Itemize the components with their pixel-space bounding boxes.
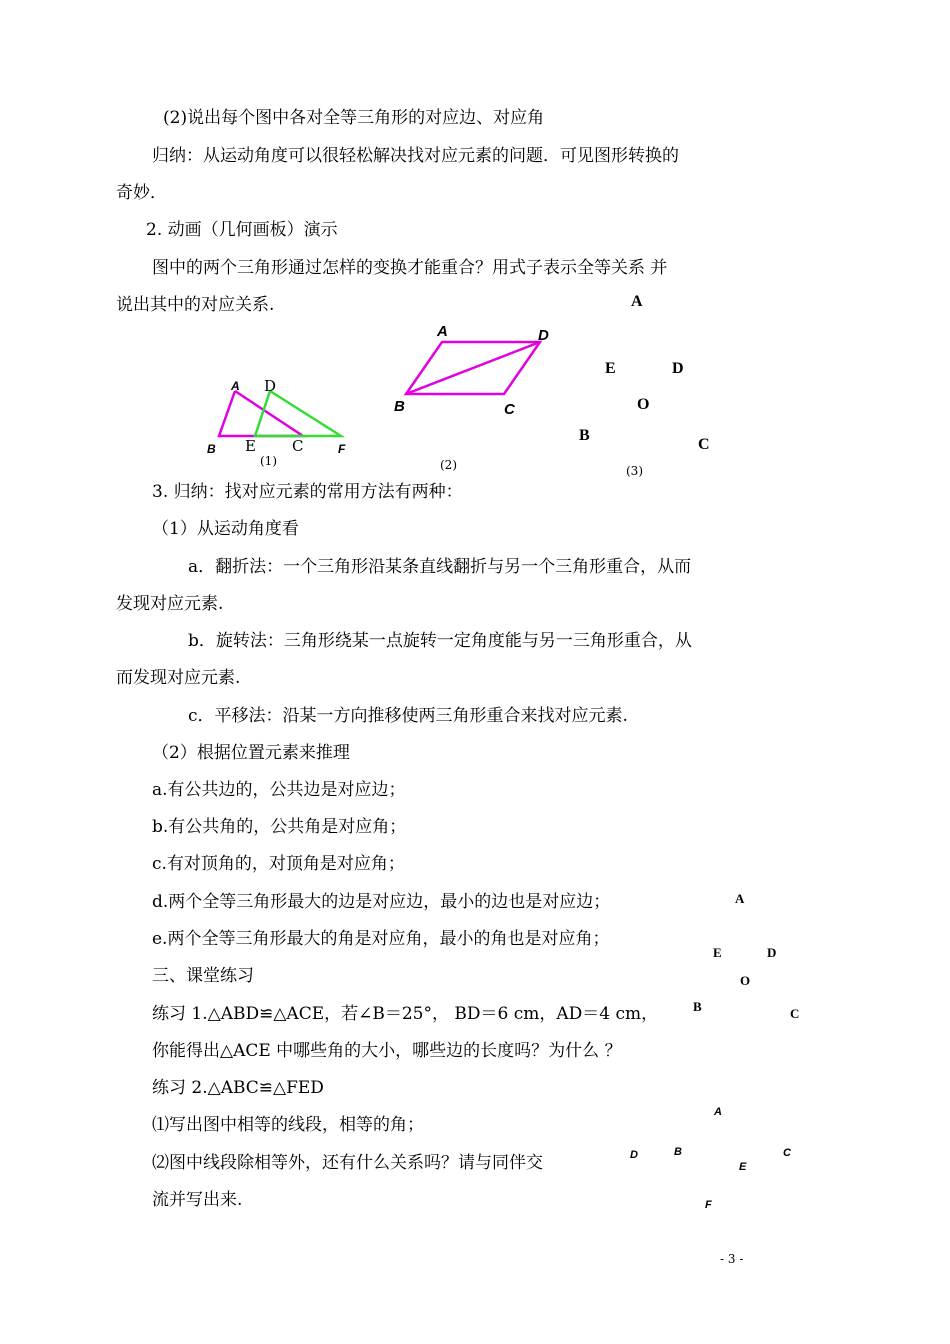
fig1-label-d: D [264,377,277,395]
fig1-label-e: E [245,437,256,455]
page-number: - 3 - [720,1252,744,1266]
text-line: 3. 归纳：找对应元素的常用方法有两种： [152,482,463,502]
fig1-label-c: C [292,437,304,455]
fig2-label-a: A [437,323,448,340]
text-line: 归纳：从运动角度可以很轻松解决找对应元素的问题．可见图形转换的 [152,146,679,166]
text-line: c.有对顶角的，对顶角是对应角； [152,854,405,874]
text-line: 你能得出△ACE 中哪些角的大小，哪些边的长度吗？为什么 ？ [152,1041,622,1061]
text-line: 图中的两个三角形通过怎样的变换才能重合？用式子表示全等关系 并 [152,258,668,278]
text-line: 说出其中的对应关系. [116,295,275,315]
fig5-label-e: E [739,1161,747,1173]
text-line: d.两个全等三角形最大的边是对应边，最小的边也是对应边； [152,892,611,912]
text-line: a．翻折法：一个三角形沿某条直线翻折与另一个三角形重合，从而 [188,557,692,577]
fig2-caption: (2) [440,458,457,472]
fig2-label-c: C [504,401,515,418]
fig4-label-b: B [693,999,702,1014]
fig5-label-d: D [630,1149,638,1161]
fig1-label-b: B [207,442,216,456]
text-line: c．平移法：沿某一方向推移使两三角形重合来找对应元素. [188,706,628,726]
text-line: 发现对应元素. [116,594,224,614]
fig5-label-b: B [674,1146,682,1158]
fig1-label-f: F [338,442,346,456]
text-line: 2. 动画（几何画板）演示 [146,220,338,240]
text-line: b．旋转法：三角形绕某一点旋转一定角度能与另一三角形重合，从 [188,631,692,651]
text-line: （2）根据位置元素来推理 [152,743,350,763]
fig5-label-a: A [714,1106,722,1118]
fig4-label-c: C [790,1006,800,1021]
fig2-label-d: D [538,327,549,344]
text-line: 三、课堂练习 [152,966,254,986]
fig3-caption: (3) [626,464,643,478]
fig5-label-f: F [705,1199,712,1211]
fig1-caption: (1) [260,454,277,468]
text-line: 练习 1.△ABD≌△ACE，若∠B＝25°， BD＝6 cm，AD＝4 cm， [152,1004,659,1024]
fig4-label-o: O [740,973,751,988]
text-line: 流并写出来. [152,1190,243,1210]
text-line: ⑴写出图中相等的线段，相等的角； [152,1115,424,1135]
fig3-label-d: D [672,360,684,377]
text-line: 而发现对应元素. [116,668,241,688]
text-line: b.有公共角的，公共角是对应角； [152,817,407,837]
fig4-label-a: A [735,891,745,906]
fig4-label-d: D [767,945,777,960]
fig3-label-e: E [605,360,616,377]
fig5-label-c: C [783,1147,791,1159]
fig4-label-e: E [713,945,722,960]
text-line: 练习 2.△ABC≌△FED [152,1078,324,1098]
fig3-label-o: O [637,396,650,413]
text-line: ⑵图中线段除相等外，还有什么关系吗？请与同伴交 [152,1153,543,1173]
text-line: (2)说出每个图中各对全等三角形的对应边、对应角 [163,108,545,128]
fig3-label-b: B [579,427,590,444]
fig3-label-c: C [698,436,710,453]
fig3-label-a: A [631,293,643,310]
text-line: （1）从运动角度看 [152,519,299,539]
text-line: 奇妙． [116,183,167,203]
fig2-label-b: B [394,398,405,415]
text-line: a.有公共边的，公共边是对应边； [152,780,406,800]
text-line: e.两个全等三角形最大的角是对应角，最小的角也是对应角； [152,929,610,949]
fig1-label-a: A [231,379,240,393]
